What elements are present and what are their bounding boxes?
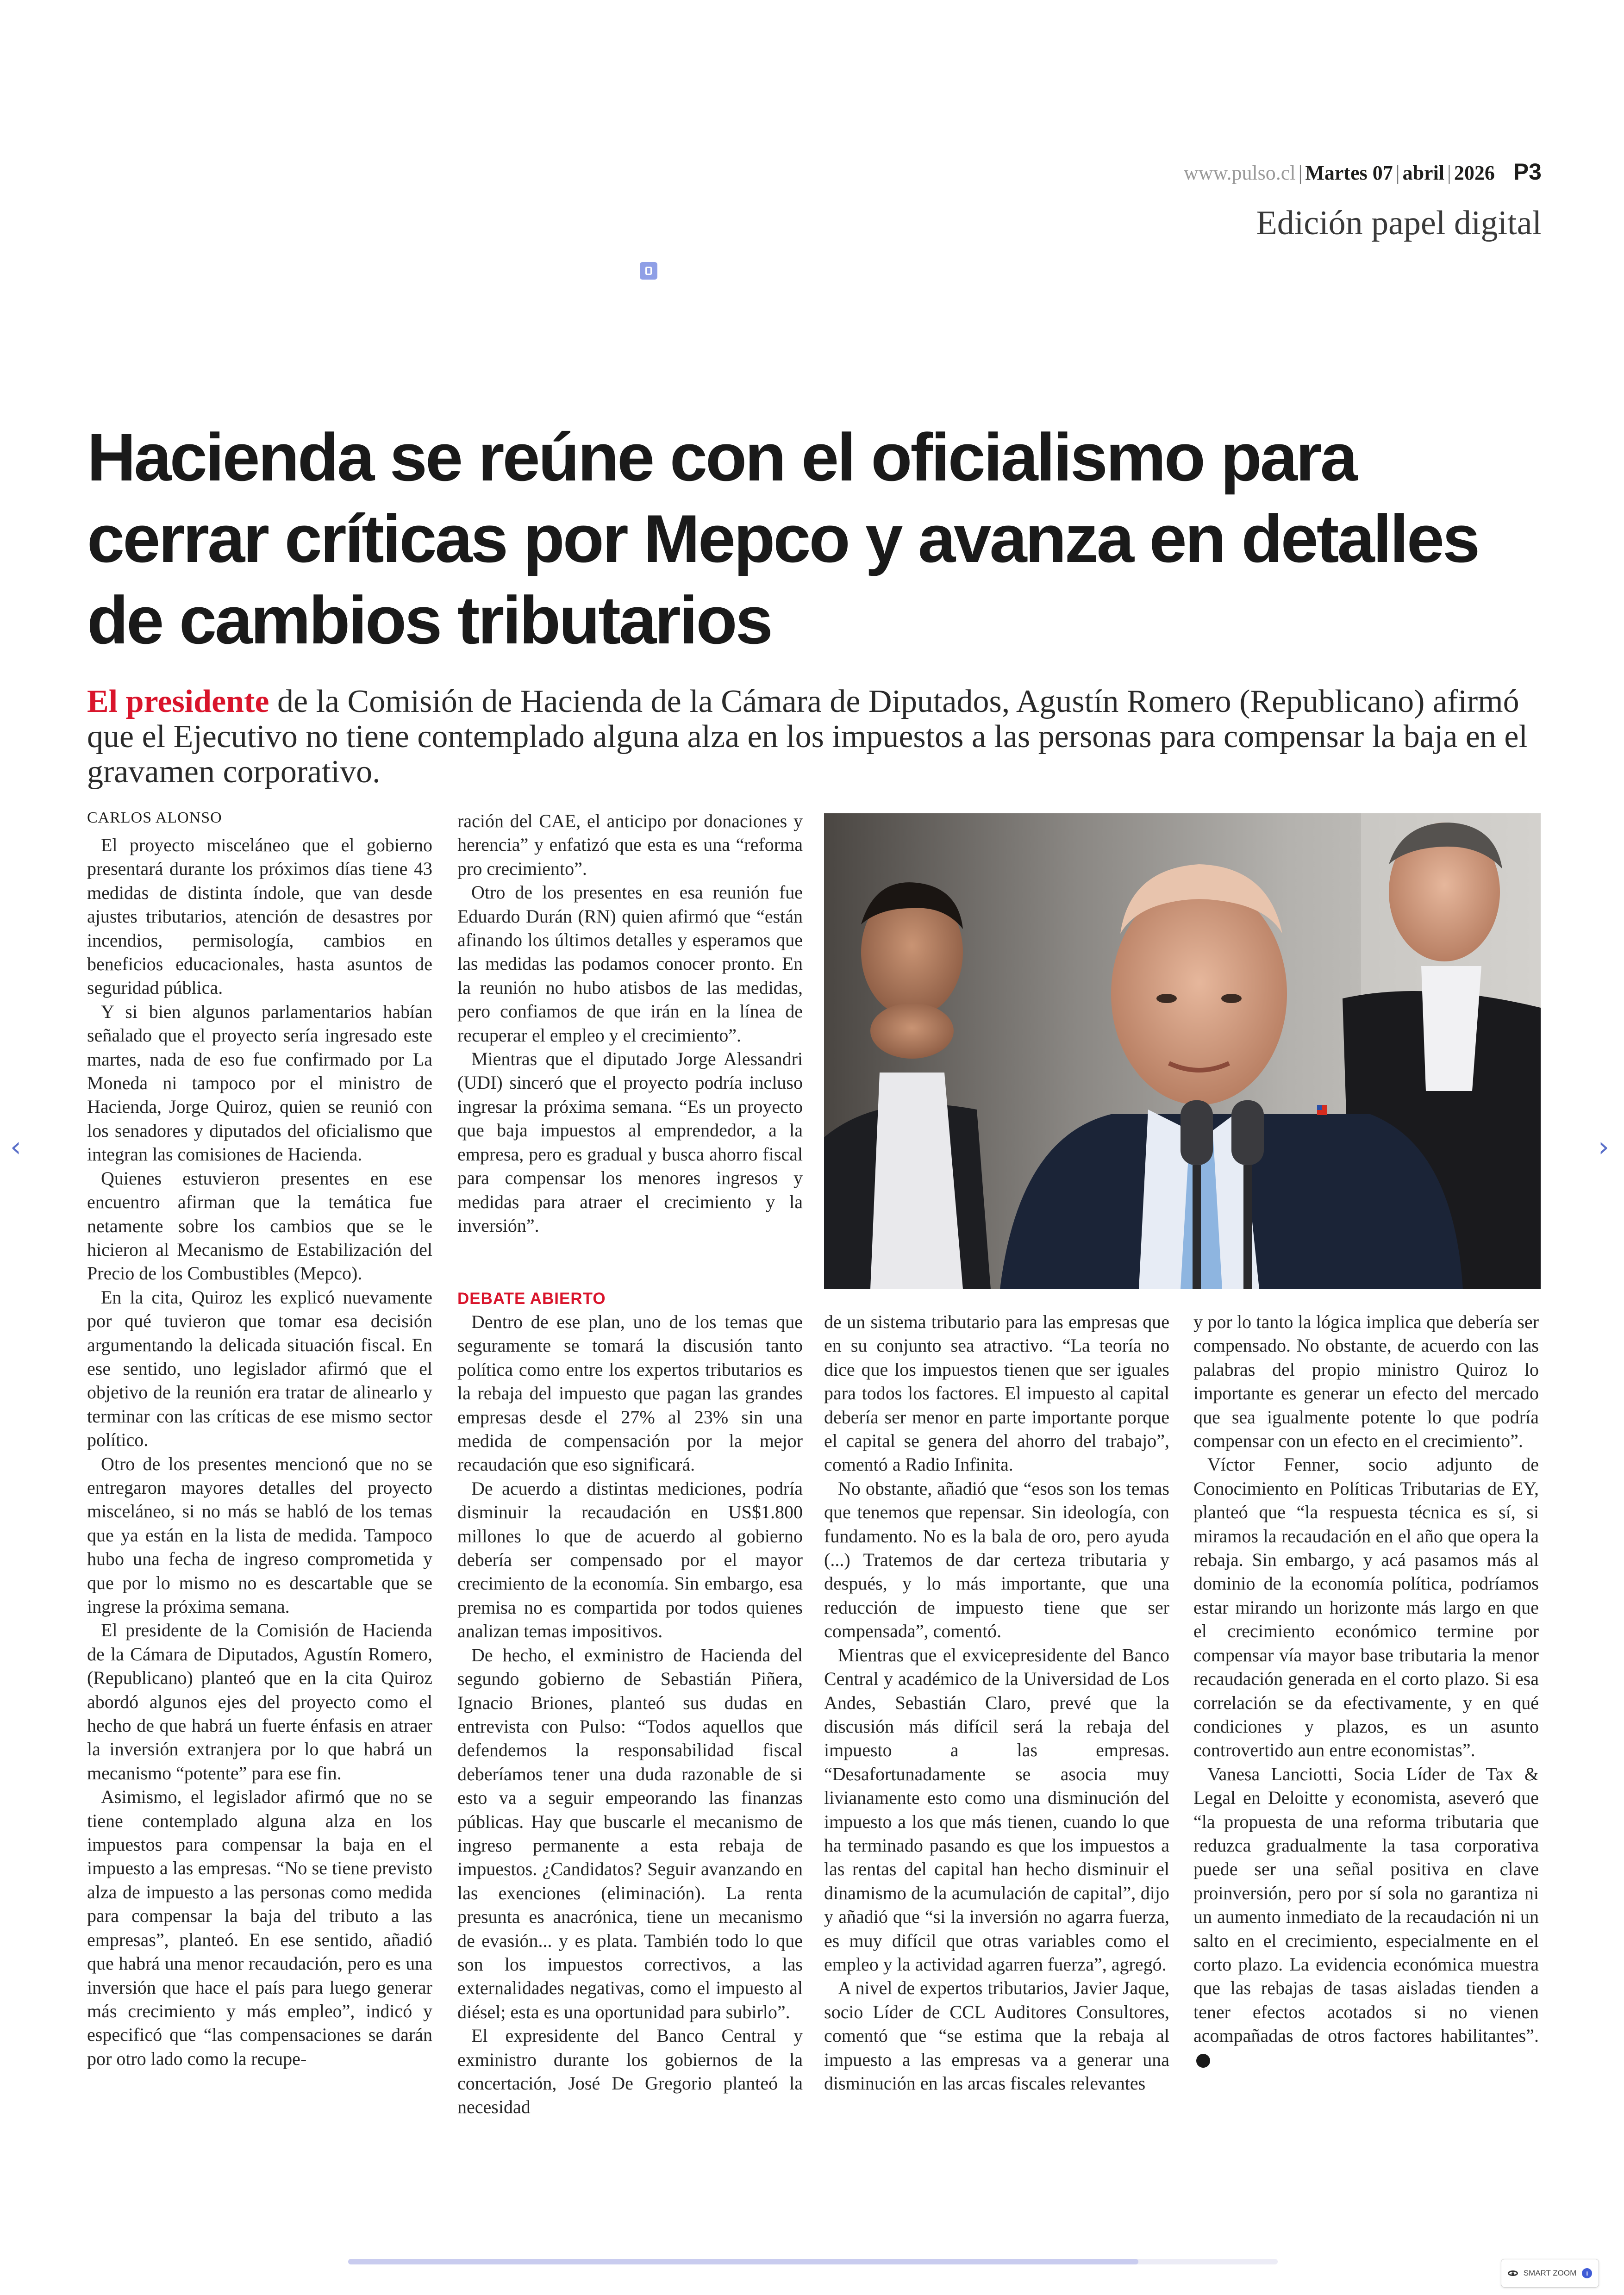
chevron-left-icon[interactable]: ‹	[10, 1131, 21, 1163]
article-deck	[87, 684, 1545, 790]
issue-month: abril	[1402, 162, 1445, 184]
paragraph: Mientras que el diputado Jorge Alessandri (UDI) sinceró que el proyecto podría incluso ingresar la próxima semana. “Es un proyecto que baja impuestos al emprendedor, a la empresa, pero es gradual y busca ahorro fiscal para compensar los menores ingresos y medidas para atraer el crecimiento y la inversión”.	[457, 1048, 803, 1236]
paragraph: El proyecto misceláneo que el gobierno presentará durante los próximos días tiene 43 medidas de distinta índole, que van desde ajustes tributarios, atención de desastres por incendios, permisología, cambios en beneficios educacionales, hasta asuntos de seguridad pública.	[87, 835, 432, 998]
article-photo	[824, 813, 1541, 1289]
masthead-divider: |	[1395, 162, 1400, 184]
paragraph: El presidente de la Comisión de Hacienda de la Cámara de Diputados, Agustín Romero, (Republicano) planteó que en la cita Quiroz abordó algunos ejes del proyecto como el hecho de que habrá un fuerte énfasis en atraer la inversión extranjera por lo que habrá un mecanismo “potente” para ese fin.	[87, 1620, 432, 1784]
article-column-4	[1193, 1310, 1539, 2071]
end-of-article-icon	[1196, 2054, 1210, 2068]
chevron-right-icon[interactable]: ›	[1598, 1131, 1609, 1163]
info-icon[interactable]: i	[1582, 2268, 1592, 2278]
paragraph: Quienes estuvieron presentes en ese encuentro afirman que la temática fue netamente sobre los cambios que se le hicieron al Mecanismo de Estabilización del Precio de los Combustibles (Mepco).	[87, 1167, 432, 1284]
paragraph: Otro de los presentes en esa reunión fue Eduardo Durán (RN) quien afirmó que “están afinando los últimos detalles y esperamos que las medidas las podamos conocer pronto. En la reunión no hubo atisbos de las medidas, pero confiamos de que irán en la línea de recuperar el empleo y el crecimiento”.	[457, 882, 803, 1046]
scrollbar-thumb[interactable]	[348, 2259, 1138, 2264]
section-subhead: DEBATE ABIERTO	[457, 1290, 606, 1308]
article-column-2-bottom	[457, 1310, 803, 2119]
page-number: P3	[1513, 159, 1542, 185]
article-column-3	[824, 1310, 1169, 2095]
byline: CARLOS ALONSO	[87, 809, 222, 826]
deck-text: de la Comisión de Hacienda de la Cámara de Diputados, Agustín Romero (Republicano) afirmó que el Ejecutivo no tiene contemplado alguna alza en los impuestos a las personas para compensar la baja en el gravamen corporativo.	[87, 684, 1528, 790]
masthead-divider: |	[1447, 162, 1451, 184]
masthead-divider: |	[1298, 162, 1303, 184]
paragraph: Mientras que el exvicepresidente del Banco Central y académico de la Universidad de Los Andes, Sebastián Claro, prevé que la discusión más difícil será la rebaja del impuesto a las empresas. “Desafortunadamente se asocia muy livianamente esto como una disminución del impuesto a los que más tienen, cuando lo que ha terminado pasando es que los impuestos a las rentas del capital han hecho disminuir el dinamismo de la acumulación de capital”, dijo y añadió que “si la inversión no agarra fuerza, es muy difícil que otras variables como el empleo y la actividad agarren fuerza”, agregó.	[824, 1644, 1169, 1975]
article-column-2-top	[457, 809, 803, 1237]
smart-zoom-label: SMART ZOOM	[1523, 2269, 1577, 2277]
bookmark-icon[interactable]	[640, 262, 657, 280]
paragraph: A nivel de expertos tributarios, Javier Jaque, socio Líder de CCL Auditores Consultores, comentó que “se estima que la rebaja al impuesto a las empresas va a generar una disminución en las arcas fiscales relevantes	[824, 1977, 1169, 2094]
article-headline: Hacienda se reúne con el oficialismo para cerrar críticas por Mepco y avanza en detalles de cambios tributarios	[87, 419, 1479, 658]
paragraph: El expresidente del Banco Central y exministro durante los gobiernos de la concertación, José De Gregorio planteó la necesidad	[457, 2025, 803, 2118]
paragraph: Dentro de ese plan, uno de los temas que seguramente se tomará la discusión tanto política como entre los expertos tributarios es la rebaja del impuesto que pagan las grandes empresas desde el 27% al 23% sin una medida de compensación por la mejor recaudación que eso significará.	[457, 1311, 803, 1475]
issue-year: 2026	[1454, 162, 1495, 184]
edition-label: Edición papel digital	[1256, 204, 1542, 242]
paragraph: Víctor Fenner, socio adjunto de Conocimiento en Políticas Tributarias de EY, planteó que “la respuesta técnica es sí, si miramos la recaudación en el año que opera la rebaja. Sin embargo, y acá pasamos más al dominio de la economía política, podríamos estar mirando un horizonte más largo en que el crecimiento económico termine por compensar vía mayor base tributaria la menor recaudación generada en el corto plazo. Si esa correlación se da efectivamente, y en qué condiciones y plazos, es un asunto controvertido aun entre economistas”.	[1193, 1454, 1539, 1761]
paragraph-text: Vanesa Lanciotti, Socia Líder de Tax & Legal en Deloitte y economista, aseveró que “la propuesta de una reforma tributaria que reduzca gradualmente la tasa corporativa puede ser una señal positiva en clave proinversión, pero por sí sola no garantiza ni un aumento inmediato de la recaudación ni un salto en el crecimiento, especialmente en el corto plazo. La evidencia económica muestra que las rebajas de tasas aisladas tienden a tener efectos acotados si no vienen acompañadas de otros factores habilitantes”.	[1193, 1763, 1539, 2046]
article-column-1	[87, 833, 432, 2070]
paragraph: Y si bien algunos parlamentarios habían señalado que el proyecto sería ingresado este martes, nada de eso fue confirmado por La Moneda ni tampoco por el ministro de Hacienda, Jorge Quiroz, quien se reunió con los senadores y diputados del oficialismo que integran las comisiones de Hacienda.	[87, 1001, 432, 1165]
paragraph: y por lo tanto la lógica implica que debería ser compensado. No obstante, de acuerdo con las palabras del propio ministro Quiroz lo importante es generar un efecto del mercado que sea igualmente potente lo que podría compensar con un efecto en el crecimiento”.	[1193, 1311, 1539, 1452]
paragraph: En la cita, Quiroz les explicó nuevamente por qué tuvieron que tomar esa decisión argumentando la delicada situación fiscal. En ese sentido, uno legislador afirmó que el objetivo de la reunión era tratar de alinearlo y terminar con las críticas de ese mismo sector político.	[87, 1286, 432, 1451]
paragraph	[1193, 1762, 1539, 2071]
page-masthead	[1102, 158, 1542, 185]
paragraph: Otro de los presentes mencionó que no se entregaron mayores detalles del proyecto misceláneo, si no más se habló de los temas que ya están en la lista de medida. Tampoco hubo una fecha de ingreso comprometida y que por lo mismo no es descartable que se ingrese la próxima semana.	[87, 1453, 432, 1617]
paragraph: Asimismo, el legislador afirmó que no se tiene contemplado alguna alza en los impuestos para compensar la baja en el impuesto a las empresas. “No se tiene previsto alza de impuesto a las personas como medida para compensar la baja del tributo a las empresas”, planteó. En ese sentido, añadió que habrá una menor recaudación, pero es una inversión que hace el país para luego generar más crecimiento y más empleo”, indicó y especificó que “las compensaciones se darán por otro lado como la recupe-	[87, 1786, 432, 2069]
issue-day: Martes 07	[1305, 162, 1393, 184]
paragraph: De hecho, el exministro de Hacienda del segundo gobierno de Sebastián Piñera, Ignacio Briones, planteó sus dudas en entrevista con Pulso: “Todos aquellos que defendemos la responsabilidad fiscal deberíamos tener una duda razonable de si esto va a seguir empeorando las finanzas públicas. Hay que buscarle el mecanismo de ingreso permanente a esta rebaja de impuestos. ¿Candidatos? Seguir avanzando en las exenciones (eliminación). La renta presunta es anacrónica, tiene un mecanismo de evasión... y es plata. También todo lo que son los impuestos correctivos, a las externalidades negativas, como el impuesto al diésel; esta es una oportunidad para subirlo”.	[457, 1644, 803, 2022]
deck-lead: El presidente	[87, 684, 269, 719]
paragraph: de un sistema tributario para las empresas que en su conjunto sea atractivo. “La teoría no dice que los impuestos tienen que ser iguales para todos los factores. El impuesto al capital debería ser menor en parte importante porque el capital se genera del ahorro del trabajo”, comentó a Radio Infinita.	[824, 1311, 1169, 1475]
site-url: www.pulso.cl	[1183, 162, 1296, 184]
paragraph: No obstante, añadió que “esos son los temas que tenemos que repensar. Sin ideología, con fundamento. No es la bala de oro, pero ayuda (...) Tratemos de dar certeza tributaria y después, y lo más importante, que una reducción de impuesto tiene que ser compensada”, comentó.	[824, 1478, 1169, 1642]
eye-icon	[1508, 2270, 1518, 2276]
smart-zoom-button[interactable]	[1501, 2259, 1599, 2288]
paragraph: De acuerdo a distintas mediciones, podría disminuir la recaudación en US$1.800 millones lo que de acuerdo al gobierno debería ser compensado por el mayor crecimiento de la economía. Sin embargo, esa premisa no es compartida por todos quienes analizan temas impositivos.	[457, 1478, 803, 1642]
horizontal-scrollbar[interactable]	[348, 2259, 1278, 2264]
paragraph: ración del CAE, el anticipo por donaciones y herencia” y enfatizó que esta es una “reforma pro crecimiento”.	[457, 811, 803, 879]
